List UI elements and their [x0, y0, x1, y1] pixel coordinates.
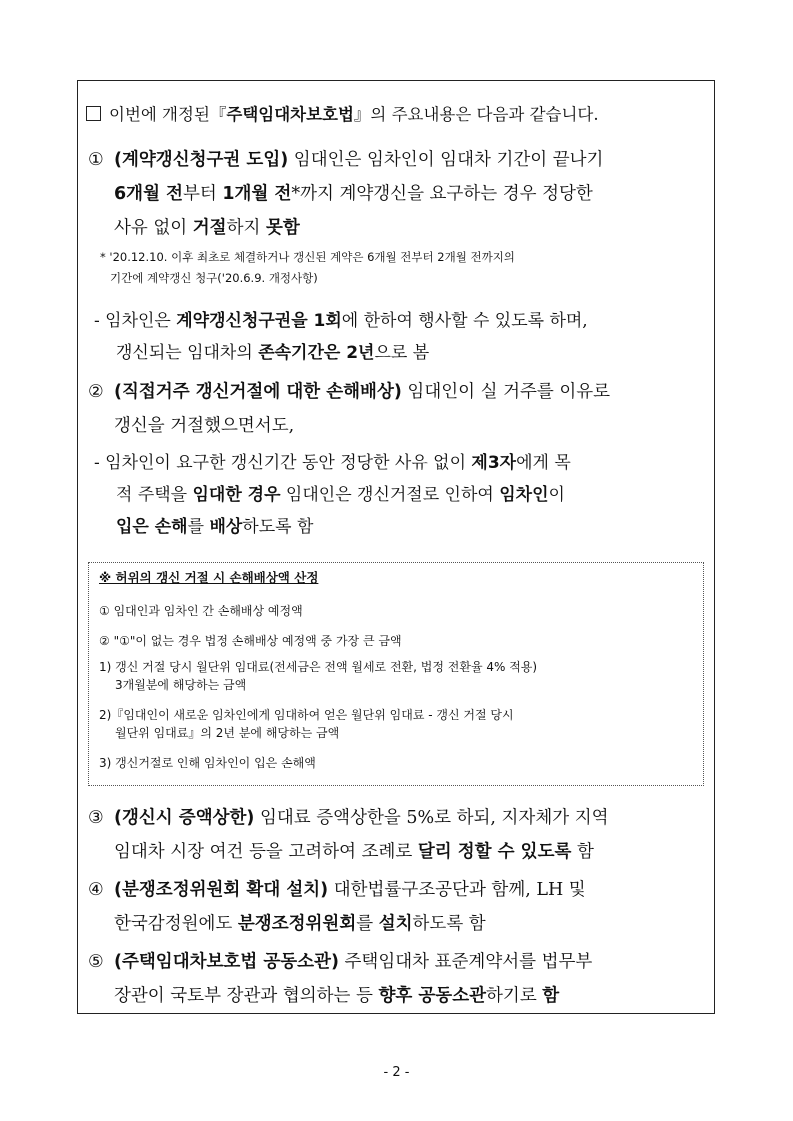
item-5-heading: (주택임대차보호법 공동소관)	[114, 952, 339, 972]
item-1-number: ①	[88, 150, 104, 170]
item-2-number: ②	[88, 382, 104, 402]
item-3: ③ (갱신시 증액상한) 임대료 증액상한을 5%로 하되, 지자체가 지역 임대차 시장 여건 등을 고려하여 조례로 달리 정할 수 있도록 함	[88, 801, 706, 869]
content-frame	[77, 80, 715, 1014]
item-4: ④ (분쟁조정위원회 확대 설치) 대한법률구조공단과 함께, LH 및 한국감정원에도 분쟁조정위원회를 설치하도록 함	[88, 873, 706, 941]
item-2-heading: (직접거주 갱신거절에 대한 손해배상)	[114, 382, 402, 402]
checkbox-icon	[86, 106, 101, 121]
footnote-1: * '20.12.10. 이후 최초로 체결하거나 갱신된 계약은 6개월 전부터 2개월 전까지의 기간에 계약갱신 청구('20.6.9. 개정사항)	[100, 250, 515, 285]
item-4-number: ④	[88, 880, 104, 900]
item-2: ② (직접거주 갱신거절에 대한 손해배상) 임대인이 실 거주를 이유로 갱신을 거절했으면서도,	[88, 375, 706, 443]
dash-point-1: - 임차인은 계약갱신청구권을 1회에 한하여 행사할 수 있도록 하며, 갱신되는 임대차의 존속기간은 2년으로 봄	[94, 311, 588, 363]
damages-info-box: ※ 허위의 갱신 거절 시 손해배상액 산정 ① 임대인과 임차인 간 손해배상 예정액 ② "①"이 없는 경우 법정 손해배상 예정액 중 가장 큰 금액 1) 갱신 거절 당시 월단위 임대료(전세금은 전액 월세로 전환, 법정 전환율 4% 적용) 3개월분에 해당하는 금액 2)『임대인이 새로운 임차인에게 임대하여 얻은 월단위 임대료 - 갱신 거절 당시 월단위 임대료』의 2년 분에 해당하는 금액 3) 갱신거절로 인해 임차인이 입은 손해액	[88, 562, 704, 786]
intro-line: 이번에 개정된『주택임대차보호법』의 주요내용은 다음과 같습니다.	[86, 99, 714, 131]
item-3-number: ③	[88, 808, 104, 828]
item-3-heading: (갱신시 증액상한)	[114, 808, 255, 828]
item-4-heading: (분쟁조정위원회 확대 설치)	[114, 880, 329, 900]
damages-box-title: ※ 허위의 갱신 거절 시 손해배상액 산정	[99, 570, 319, 585]
dash-point-2: - 임차인이 요구한 갱신기간 동안 정당한 사유 없이 제3자에게 목 적 주택을 임대한 경우 임대인은 갱신거절로 인하여 임차인이 입은 손해를 배상하도록 함	[94, 453, 571, 537]
item-5-number: ⑤	[88, 952, 104, 972]
item-1: ① (계약갱신청구권 도입) 임대인은 임차인이 임대차 기간이 끝나기 6개월 전부터 1개월 전*까지 계약갱신을 요구하는 경우 정당한 사유 없이 거절하지 못함	[88, 143, 706, 245]
page-number: - 2 -	[383, 1065, 410, 1080]
item-1-heading: (계약갱신청구권 도입)	[114, 150, 289, 170]
item-5: ⑤ (주택임대차보호법 공동소관) 주택임대차 표준계약서를 법무부 장관이 국토부 장관과 협의하는 등 향후 공동소관하기로 함	[88, 945, 706, 1013]
